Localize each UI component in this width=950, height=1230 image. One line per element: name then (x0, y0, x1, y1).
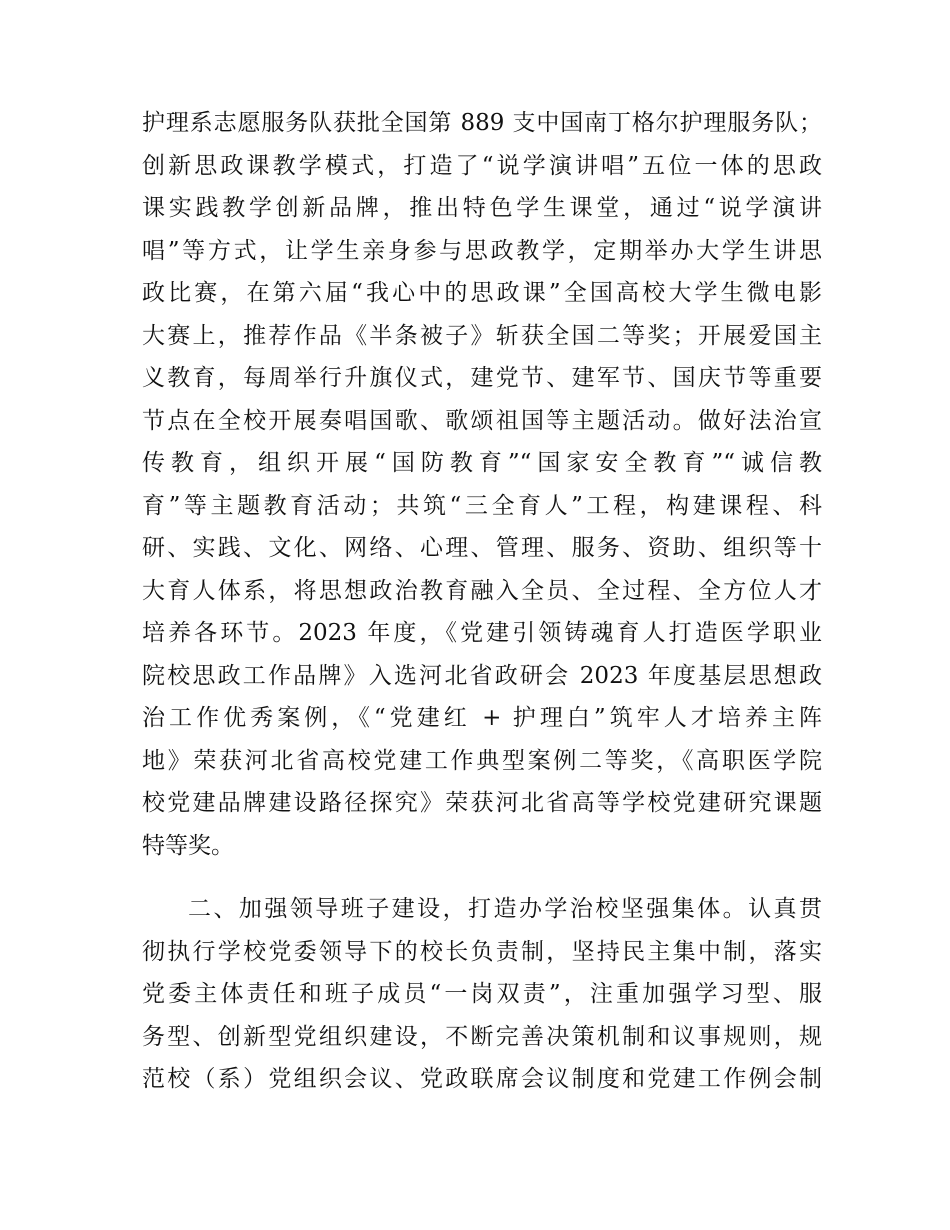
text-line: 校党建品牌建设路径探究》荣获河北省高等学校党建研究课题 (142, 790, 822, 816)
text-line: 护理系志愿服务队获批全国第 889 支中国南丁格尔护理服务队； (142, 110, 822, 136)
paragraph-2 (142, 888, 822, 1101)
text-line: 研、实践、文化、网络、心理、管理、服务、资助、组织等十 (142, 535, 822, 561)
text-line: 唱”等方式，让学生亲身参与思政教学，定期举办大学生讲思 (142, 237, 822, 264)
text-line: 节点在全校开展奏唱国歌、歌颂祖国等主题活动。做好法治宣 (142, 407, 822, 434)
text-line: 地》荣获河北省高校党建工作典型案例二等奖，《高职医学院 (142, 747, 822, 774)
text-line: 特等奖。 (142, 832, 234, 859)
text-line: 义教育，每周举行升旗仪式，建党节、建军节、国庆节等重要 (142, 365, 822, 391)
text-line: 治工作优秀案例，《“党建红 + 护理白”筑牢人才培养主阵 (142, 705, 822, 731)
text-line: 彻执行学校党委领导下的校长负责制，坚持民主集中制，落实 (142, 938, 822, 965)
text-line: 政比赛，在第六届“我心中的思政课”全国高校大学生微电影 (142, 280, 822, 306)
text-line: 务型、创新型党组织建设，不断完善决策机制和议事规则，规 (142, 1023, 822, 1050)
text-line: 范校（系）党组织会议、党政联席会议制度和党建工作例会制 (142, 1066, 822, 1092)
paragraph-1 (142, 102, 822, 867)
text-line: 培养各环节。2023 年度，《党建引领铸魂育人打造医学职业 (142, 620, 822, 646)
text-line: 课实践教学创新品牌，推出特色学生课堂，通过“说学演讲 (142, 195, 822, 221)
text-line: 创新思政课教学模式，打造了“说学演讲唱”五位一体的思政 (142, 152, 822, 179)
text-line: 育”等主题教育活动；共筑“三全育人”工程，构建课程、科 (142, 492, 822, 519)
text-line: 大赛上，推荐作品《半条被子》斩获全国二等奖；开展爱国主 (142, 322, 822, 349)
text-line: 传教育，组织开展“国防教育”“国家安全教育”“诚信教 (142, 450, 822, 476)
text-line: 大育人体系，将思想政治教育融入全员、全过程、全方位人才 (142, 577, 822, 604)
text-line: 党委主体责任和班子成员“一岗双责”，注重加强学习型、服 (142, 981, 822, 1007)
text-line: 二、加强领导班子建设，打造办学治校坚强集体。认真贯 (188, 896, 822, 922)
text-line: 院校思政工作品牌》入选河北省政研会 2023 年度基层思想政 (142, 662, 822, 689)
